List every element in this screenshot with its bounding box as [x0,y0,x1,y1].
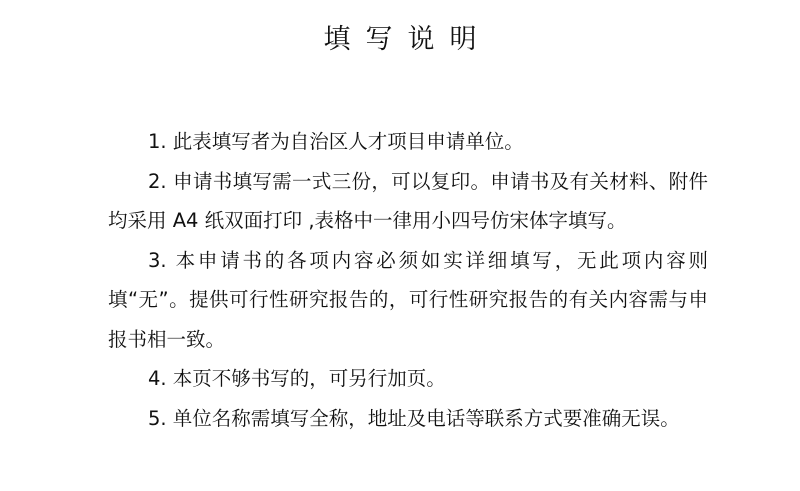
instruction-item-4: 4. 本页不够书写的，可另行加页。 [148,367,446,390]
instruction-item-3: 3. 本申请书的各项内容必须如实详细填写，无此项内容则填“无”。提供可行性研究报告的，可行性研究报告的有关内容需与申报书相一致。 [108,248,708,351]
page-title: 填写说明 [323,24,492,55]
instruction-item-5: 5. 单位名称需填写全称，地址及电话等联系方式要准确无误。 [148,406,680,430]
instruction-item-2: 2. 申请书填写需一式三份，可以复印。申请书及有关材料、附件均采用 A4 纸双面打印 ,表格中一律用小四号仿宋体字填写。 [108,169,708,232]
instructions-list [108,122,708,438]
instruction-item-1: 1. 此表填写者为自治区人才项目申请单位。 [148,130,524,153]
